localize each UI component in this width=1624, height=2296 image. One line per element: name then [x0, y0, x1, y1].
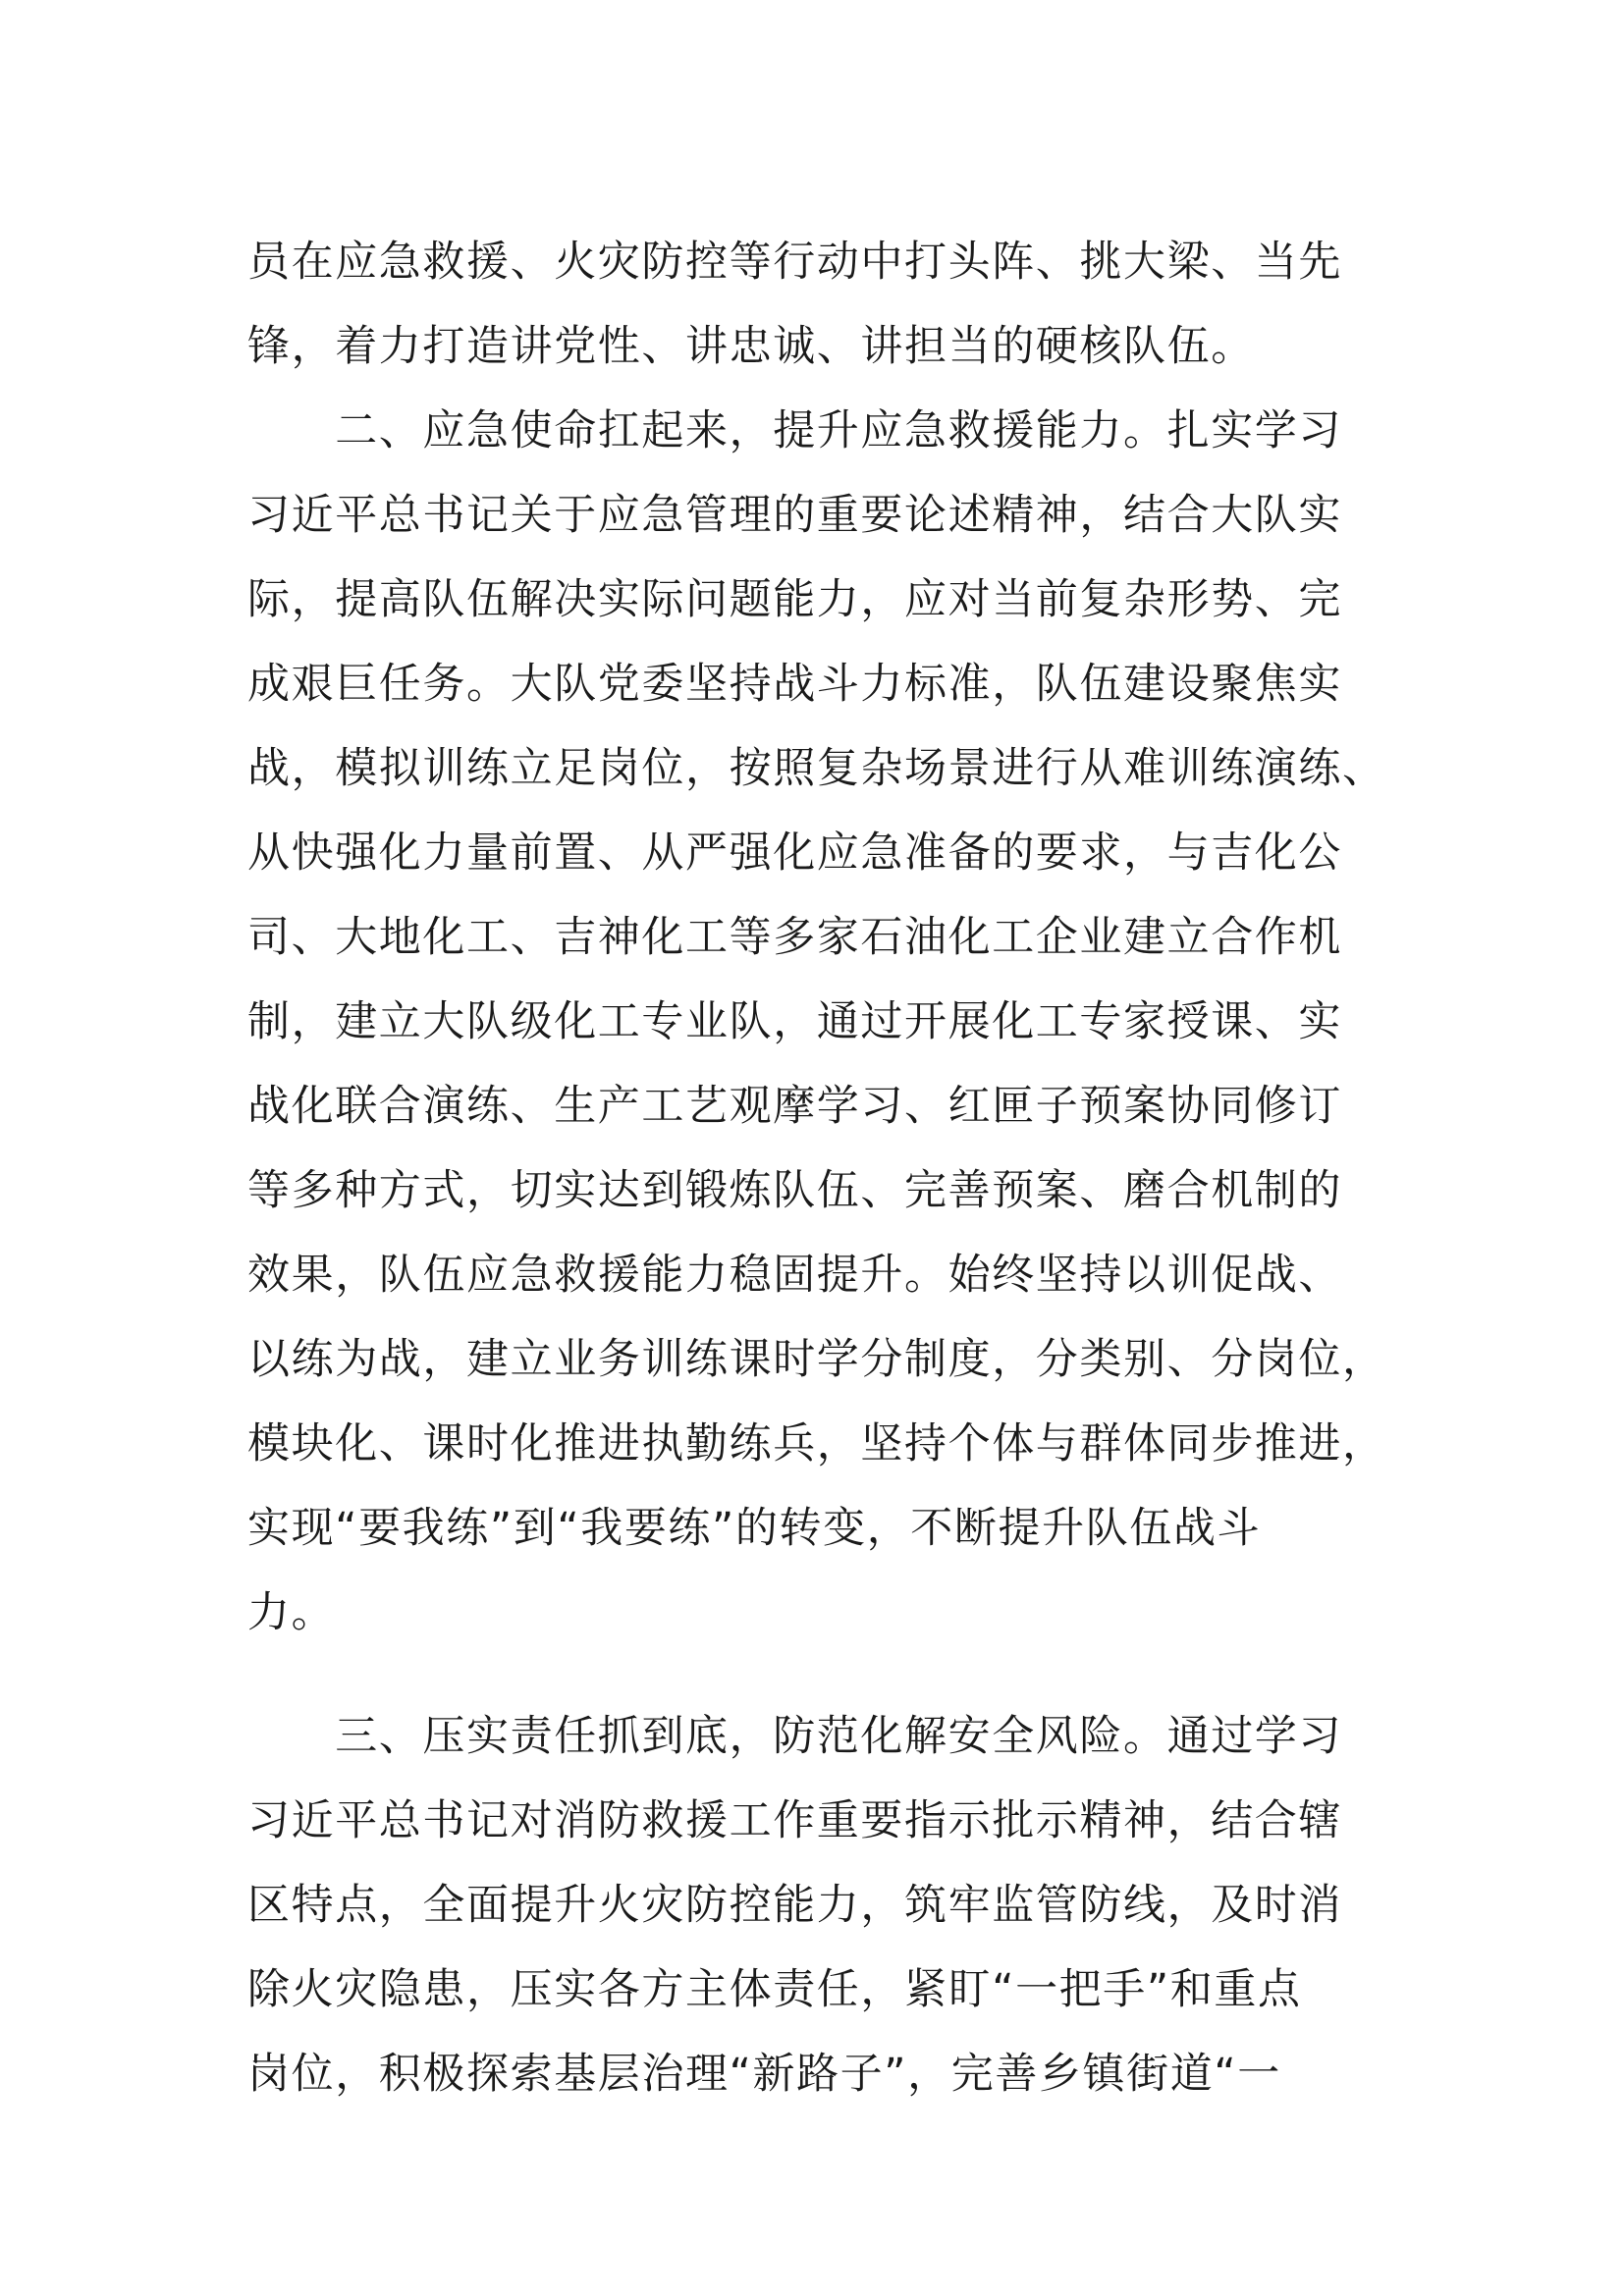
- text-line: 岗位，积极探索基层治理“新路子”，完善乡镇街道“一: [247, 2050, 1281, 2099]
- paragraph-spacing: [247, 1655, 1475, 1694]
- paragraph-2: [247, 389, 1475, 1655]
- text-line: 区特点，全面提升火灾防控能力，筑牢监管防线，及时消: [247, 1881, 1342, 1930]
- text-line: 习近平总书记对消防救援工作重要指示批示精神，结合辖: [247, 1796, 1342, 1845]
- text-line: 力。: [247, 1588, 336, 1637]
- text-line: 模块化、课时化推进执勤练兵，坚持个体与群体同步推进，: [247, 1419, 1386, 1468]
- text-line: 习近平总书记关于应急管理的重要论述精神，结合大队实: [247, 491, 1342, 540]
- text-line: 二、应急使命扛起来，提升应急救援能力。扎实学习: [247, 406, 1342, 455]
- paragraph-1: [247, 220, 1475, 389]
- text-line: 效果，队伍应急救援能力稳固提升。始终坚持以训促战、: [247, 1251, 1342, 1300]
- text-line: 成艰巨任务。大队党委坚持战斗力标准，队伍建设聚焦实: [247, 660, 1342, 709]
- text-line: 实现“要我练”到“我要练”的转变，不断提升队伍战斗: [247, 1504, 1262, 1553]
- text-line: 战，模拟训练立足岗位，按照复杂场景进行从难训练演练、: [247, 744, 1386, 793]
- text-line: 司、大地化工、吉神化工等多家石油化工企业建立合作机: [247, 913, 1342, 962]
- text-line: 员在应急救援、火灾防控等行动中打头阵、挑大梁、当先: [247, 238, 1342, 287]
- text-line: 从快强化力量前置、从严强化应急准备的要求，与吉化公: [247, 828, 1342, 878]
- text-line: 除火灾隐患，压实各方主体责任，紧盯“一把手”和重点: [247, 1965, 1302, 2014]
- paragraph-3: [247, 1694, 1475, 2116]
- text-line: 以练为战，建立业务训练课时学分制度，分类别、分岗位，: [247, 1335, 1386, 1384]
- text-line: 锋，着力打造讲党性、讲忠诚、讲担当的硬核队伍。: [247, 322, 1255, 371]
- text-line: 制，建立大队级化工专业队，通过开展化工专家授课、实: [247, 997, 1342, 1046]
- text-line: 战化联合演练、生产工艺观摩学习、红匣子预案协同修订: [247, 1082, 1342, 1131]
- text-line: 三、压实责任抓到底，防范化解安全风险。通过学习: [247, 1712, 1342, 1761]
- document-page: [247, 220, 1475, 2116]
- text-line: 际，提高队伍解决实际问题能力，应对当前复杂形势、完: [247, 575, 1342, 624]
- text-line: 等多种方式，切实达到锻炼队伍、完善预案、磨合机制的: [247, 1166, 1342, 1215]
